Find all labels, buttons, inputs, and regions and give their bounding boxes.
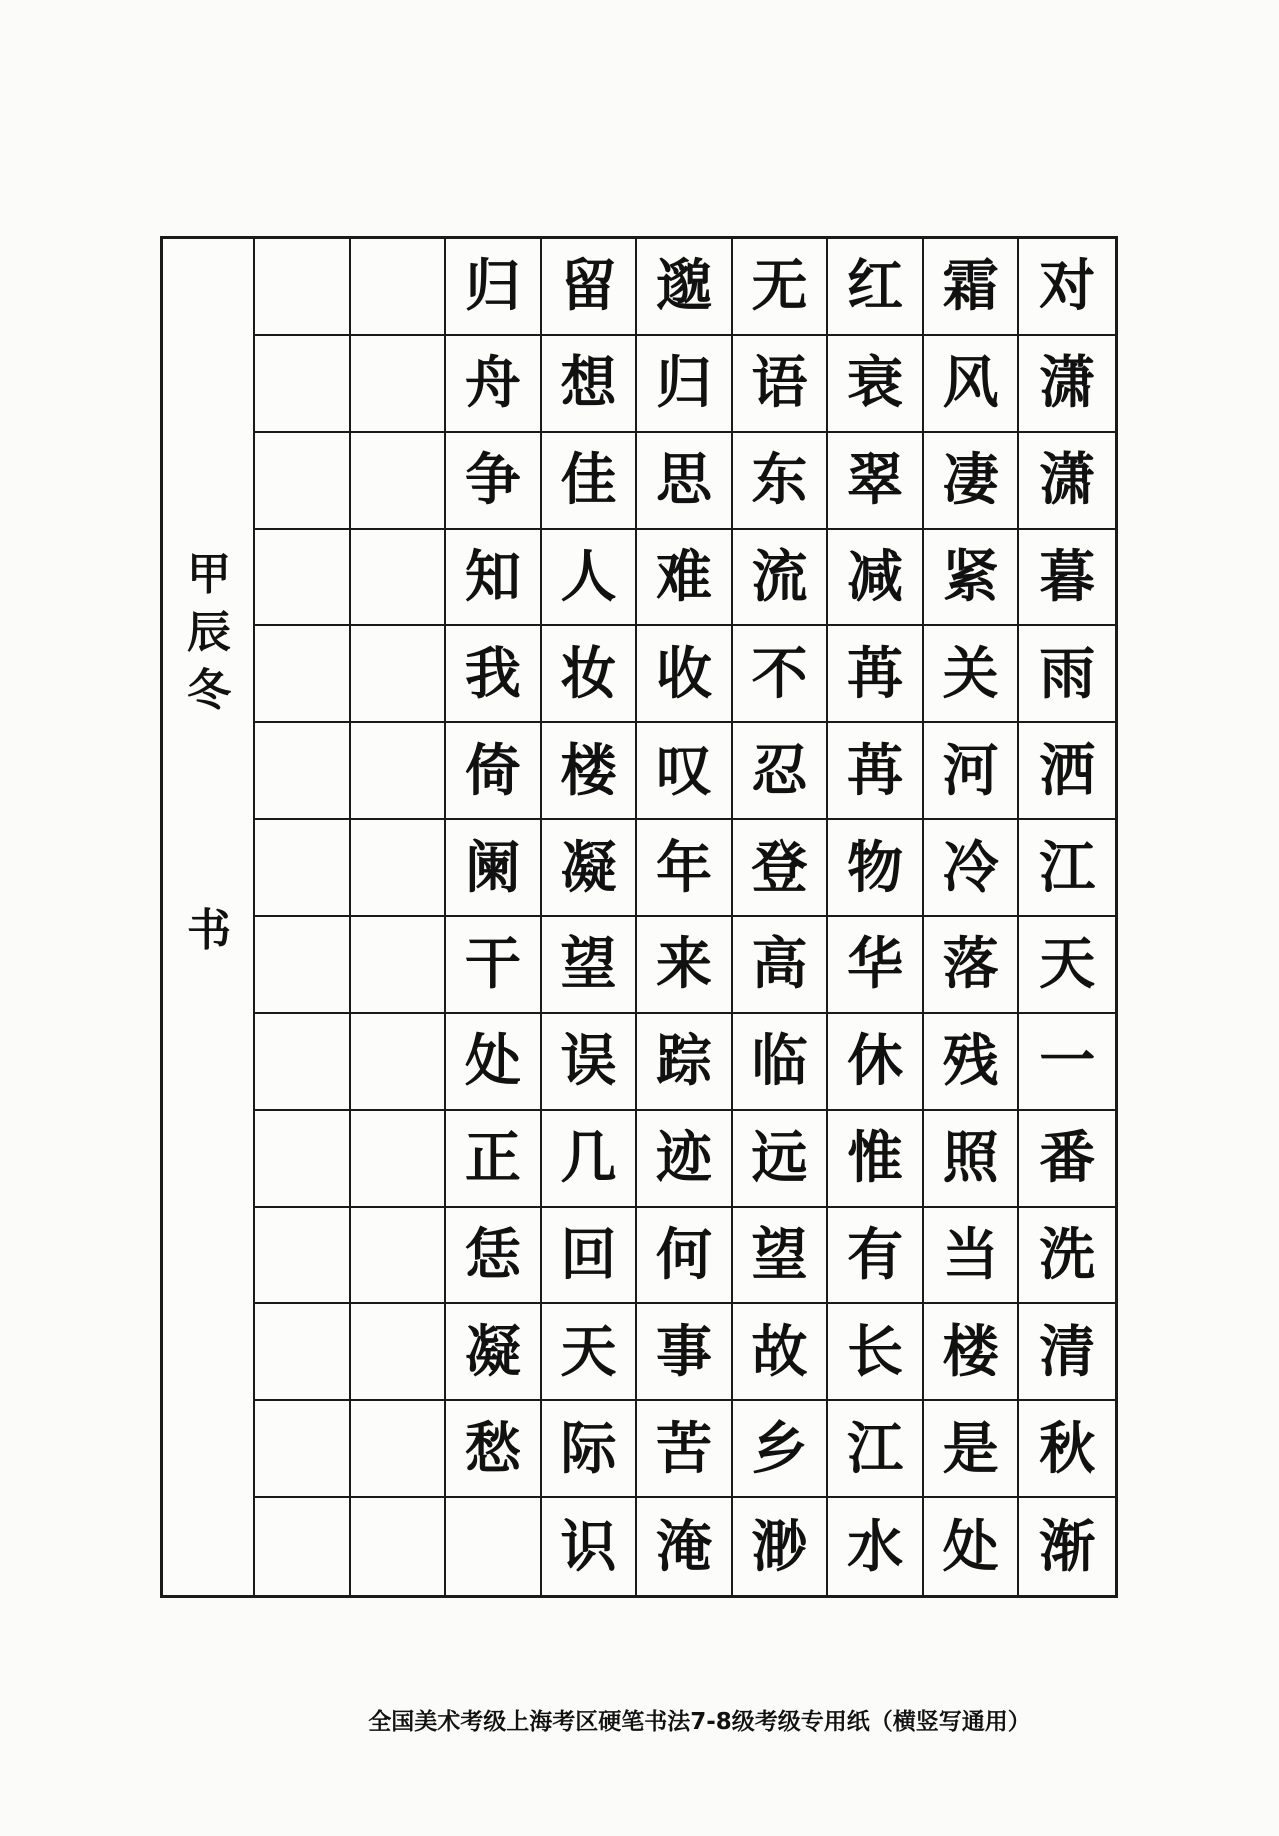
grid-cell: 苒: [828, 723, 924, 820]
grid-cell: 暮: [1019, 530, 1115, 627]
grid-cell: 凝: [446, 1304, 542, 1401]
grid-cell: [351, 1401, 447, 1498]
grid-cell: [255, 1208, 351, 1305]
grid-cell: 归: [446, 239, 542, 336]
grid-cell: 人: [542, 530, 638, 627]
grid-cell: 故: [733, 1304, 829, 1401]
grid-cell: 收: [637, 626, 733, 723]
signature-char: 甲: [187, 549, 231, 600]
grid-cell: 对: [1019, 239, 1115, 336]
grid-cell: [351, 1498, 447, 1595]
grid-cell: 留: [542, 239, 638, 336]
grid-cell: 叹: [637, 723, 733, 820]
grid-cell: 江: [828, 1401, 924, 1498]
grid-cell: 翠: [828, 433, 924, 530]
grid-cell: 妆: [542, 626, 638, 723]
grid-cell: 知: [446, 530, 542, 627]
grid-cell: [255, 239, 351, 336]
grid-cell: 是: [924, 1401, 1020, 1498]
grid-cell: 来: [637, 917, 733, 1014]
grid-cell: [255, 530, 351, 627]
grid-cell: 处: [924, 1498, 1020, 1595]
grid-cell: [255, 1304, 351, 1401]
character-grid: [255, 239, 1115, 1595]
grid-cell: 思: [637, 433, 733, 530]
grid-cell: 阑: [446, 820, 542, 917]
grid-cell: [255, 1498, 351, 1595]
grid-cell: [255, 433, 351, 530]
grid-cell: 苦: [637, 1401, 733, 1498]
grid-cell: 临: [733, 1014, 829, 1111]
grid-cell: 潇: [1019, 433, 1115, 530]
grid-cell: 物: [828, 820, 924, 917]
grid-cell: 风: [924, 336, 1020, 433]
grid-cell: 惟: [828, 1111, 924, 1208]
grid-cell: 天: [542, 1304, 638, 1401]
grid-cell: 关: [924, 626, 1020, 723]
grid-cell: 河: [924, 723, 1020, 820]
paper-footer: 全国美术考级上海考区硬笔书法7-8级考级专用纸（横竖写通用）: [368, 1709, 1031, 1735]
grid-cell: 潇: [1019, 336, 1115, 433]
grid-cell: 减: [828, 530, 924, 627]
grid-cell: 渐: [1039, 1513, 1096, 1580]
grid-cell: 洗: [1019, 1208, 1115, 1305]
grid-cell: 误: [542, 1014, 638, 1111]
grid-cell: [255, 1014, 351, 1111]
grid-cell: 干: [446, 917, 542, 1014]
grid-cell: 东: [733, 433, 829, 530]
grid-cell: 冷: [924, 820, 1020, 917]
grid-cell: 红: [828, 239, 924, 336]
grid-cell: [351, 239, 447, 336]
grid-cell: 想: [542, 336, 638, 433]
grid-cell: [255, 1401, 351, 1498]
grid-cell: 年: [637, 820, 733, 917]
grid-cell: [351, 1304, 447, 1401]
grid-cell: [351, 820, 447, 917]
grid-cell: 倚: [446, 723, 542, 820]
grid-cell: 渺: [733, 1498, 829, 1595]
grid-cell: [351, 1111, 447, 1208]
grid-cell: 何: [637, 1208, 733, 1305]
signature-char: 辰: [187, 607, 231, 658]
signature-char: 书: [187, 905, 231, 956]
grid-cell: [255, 1111, 351, 1208]
grid-cell: 落: [924, 917, 1020, 1014]
grid-cell: 归: [637, 336, 733, 433]
grid-cell: 凄: [924, 433, 1020, 530]
grid-cell: [255, 820, 351, 917]
grid-cell: 华: [828, 917, 924, 1014]
grid-cell: 乡: [733, 1401, 829, 1498]
grid-cell: [255, 626, 351, 723]
grid-cell: 迹: [637, 1111, 733, 1208]
grid-cell: 佳: [542, 433, 638, 530]
grid-cell: 无: [733, 239, 829, 336]
grid-cell: 当: [924, 1208, 1020, 1305]
grid-cell: 有: [828, 1208, 924, 1305]
grid-cell: 洒: [1019, 723, 1115, 820]
grid-cell: 争: [446, 433, 542, 530]
grid-cell: 残: [924, 1014, 1020, 1111]
signature-char: 冬: [187, 665, 231, 716]
grid-cell: [351, 433, 447, 530]
signature-column: [163, 239, 255, 1595]
grid-cell: 登: [733, 820, 829, 917]
grid-cell: 雨: [1019, 626, 1115, 723]
grid-cell: 楼: [924, 1304, 1020, 1401]
grid-cell: [351, 723, 447, 820]
grid-cell: 望: [733, 1208, 829, 1305]
grid-cell: 几: [542, 1111, 638, 1208]
grid-cell: 邈: [637, 239, 733, 336]
grid-cell: 不: [733, 626, 829, 723]
grid-cell: [351, 626, 447, 723]
grid-cell: 忍: [733, 723, 829, 820]
grid-cell: 望: [542, 917, 638, 1014]
grid-cell: 难: [637, 530, 733, 627]
grid-cell: 识: [542, 1498, 638, 1595]
grid-cell: 事: [637, 1304, 733, 1401]
grid-cell: [255, 917, 351, 1014]
grid-cell: 江: [1019, 820, 1115, 917]
grid-cell: 秋: [1019, 1401, 1115, 1498]
grid-cell: 淹: [637, 1498, 733, 1595]
grid-cell: 远: [733, 1111, 829, 1208]
grid-cell: 际: [542, 1401, 638, 1498]
grid-cell: 清: [1019, 1304, 1115, 1401]
grid-cell: 处: [446, 1014, 542, 1111]
grid-cell: 高: [733, 917, 829, 1014]
grid-cell: 正: [446, 1111, 542, 1208]
calligraphy-sheet: [160, 236, 1118, 1598]
grid-cell: [351, 917, 447, 1014]
grid-cell: 踪: [637, 1014, 733, 1111]
grid-cell: [351, 1208, 447, 1305]
grid-cell: 愁: [446, 1401, 542, 1498]
grid-cell: [255, 723, 351, 820]
grid-cell: 苒: [828, 626, 924, 723]
grid-cell: 回: [542, 1208, 638, 1305]
grid-cell: [351, 530, 447, 627]
grid-cell: 恁: [446, 1208, 542, 1305]
grid-cell: [351, 1014, 447, 1111]
grid-cell: 楼: [542, 723, 638, 820]
grid-cell: 凝: [542, 820, 638, 917]
grid-cell: 衰: [828, 336, 924, 433]
grid-cell: [446, 1498, 542, 1595]
grid-cell: 一: [1019, 1014, 1115, 1111]
grid-cell: 紧: [924, 530, 1020, 627]
grid-cell: 我: [446, 626, 542, 723]
grid-cell: 流: [733, 530, 829, 627]
grid-cell: [255, 336, 351, 433]
grid-cell: 天: [1019, 917, 1115, 1014]
grid-cell: [351, 336, 447, 433]
grid-cell: 舟: [446, 336, 542, 433]
grid-cell: 霜: [924, 239, 1020, 336]
grid-cell: 番: [1019, 1111, 1115, 1208]
grid-cell: 长: [828, 1304, 924, 1401]
grid-cell: 休: [828, 1014, 924, 1111]
grid-cell: 照: [924, 1111, 1020, 1208]
grid-cell: 水: [828, 1498, 924, 1595]
grid-cell: 语: [733, 336, 829, 433]
